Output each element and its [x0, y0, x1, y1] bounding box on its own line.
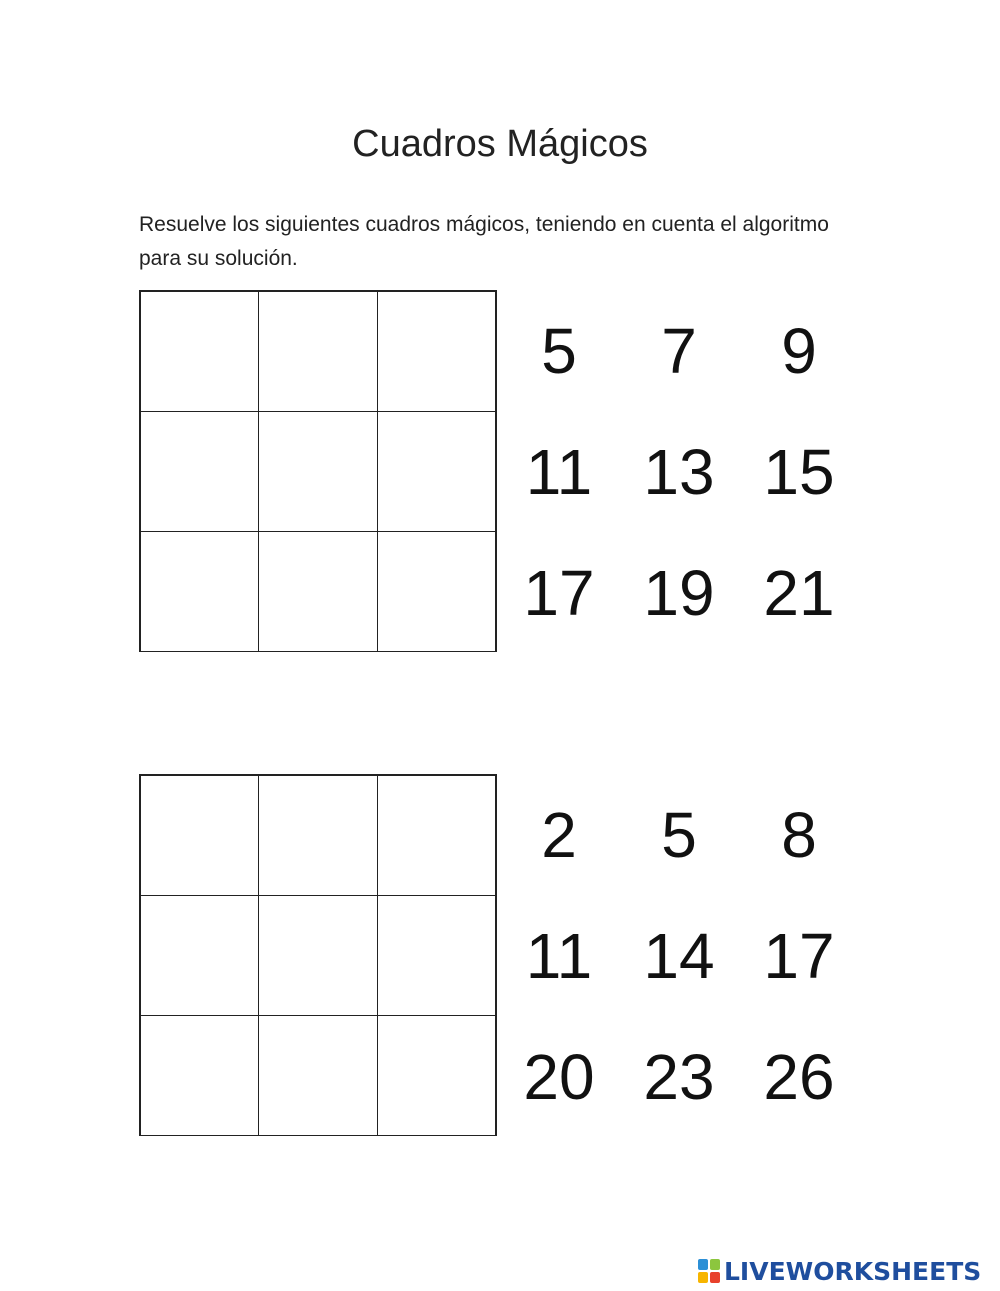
number-tile: 8: [781, 798, 817, 871]
liveworksheets-logo: [698, 1256, 981, 1286]
number-tile: 21: [763, 556, 835, 629]
number-bank: [499, 774, 859, 1136]
number-tile: 9: [781, 314, 817, 387]
page-title: Cuadros Mágicos: [352, 123, 648, 165]
number-tile: 11: [525, 919, 593, 992]
grid-cell[interactable]: [258, 1015, 378, 1136]
grid-cell[interactable]: [140, 775, 260, 896]
liveworksheets-logo-icon: [698, 1259, 720, 1283]
number-tile: 15: [763, 435, 835, 508]
grid-cell[interactable]: [258, 411, 378, 532]
number-tile: 20: [523, 1040, 595, 1113]
number-tile: 19: [643, 556, 715, 629]
magic-square-grid: [139, 774, 497, 1136]
grid-cell[interactable]: [258, 775, 378, 896]
number-tile: 17: [523, 556, 595, 629]
grid-cell[interactable]: [140, 895, 260, 1016]
logo-block: [710, 1259, 720, 1270]
grid-cell[interactable]: [377, 1015, 497, 1136]
grid-cell[interactable]: [258, 531, 378, 652]
logo-block: [698, 1259, 708, 1270]
grid-cell[interactable]: [377, 895, 497, 1016]
instructions-text: Resuelve los siguientes cuadros mágicos, teniendo en cuenta el algoritmo para su solución.: [139, 213, 829, 270]
grid-cell[interactable]: [140, 531, 260, 652]
grid-cell[interactable]: [140, 411, 260, 532]
number-tile: 14: [643, 919, 715, 992]
number-tile: 5: [661, 798, 697, 871]
number-tile: 23: [643, 1040, 715, 1113]
logo-text: LIVEWORKSHEETS: [724, 1256, 982, 1286]
grid-cell[interactable]: [258, 895, 378, 1016]
magic-square-grid: [139, 290, 497, 652]
number-tile: 5: [541, 314, 577, 387]
number-tile: 7: [661, 314, 697, 387]
magic-square-puzzle-2: [139, 774, 859, 1138]
number-tile: 2: [541, 798, 577, 871]
grid-cell[interactable]: [140, 291, 260, 412]
logo-block: [698, 1272, 708, 1283]
grid-cell[interactable]: [377, 775, 497, 896]
number-tile: 17: [763, 919, 835, 992]
grid-cell[interactable]: [258, 291, 378, 412]
grid-cell[interactable]: [140, 1015, 260, 1136]
number-bank: [499, 290, 859, 652]
grid-cell[interactable]: [377, 531, 497, 652]
grid-cell[interactable]: [377, 411, 497, 532]
number-tile: 11: [525, 435, 593, 508]
logo-block: [710, 1272, 720, 1283]
number-tile: 13: [643, 435, 715, 508]
number-tile: 26: [763, 1040, 835, 1113]
grid-cell[interactable]: [377, 291, 497, 412]
magic-square-puzzle-1: [139, 290, 859, 654]
